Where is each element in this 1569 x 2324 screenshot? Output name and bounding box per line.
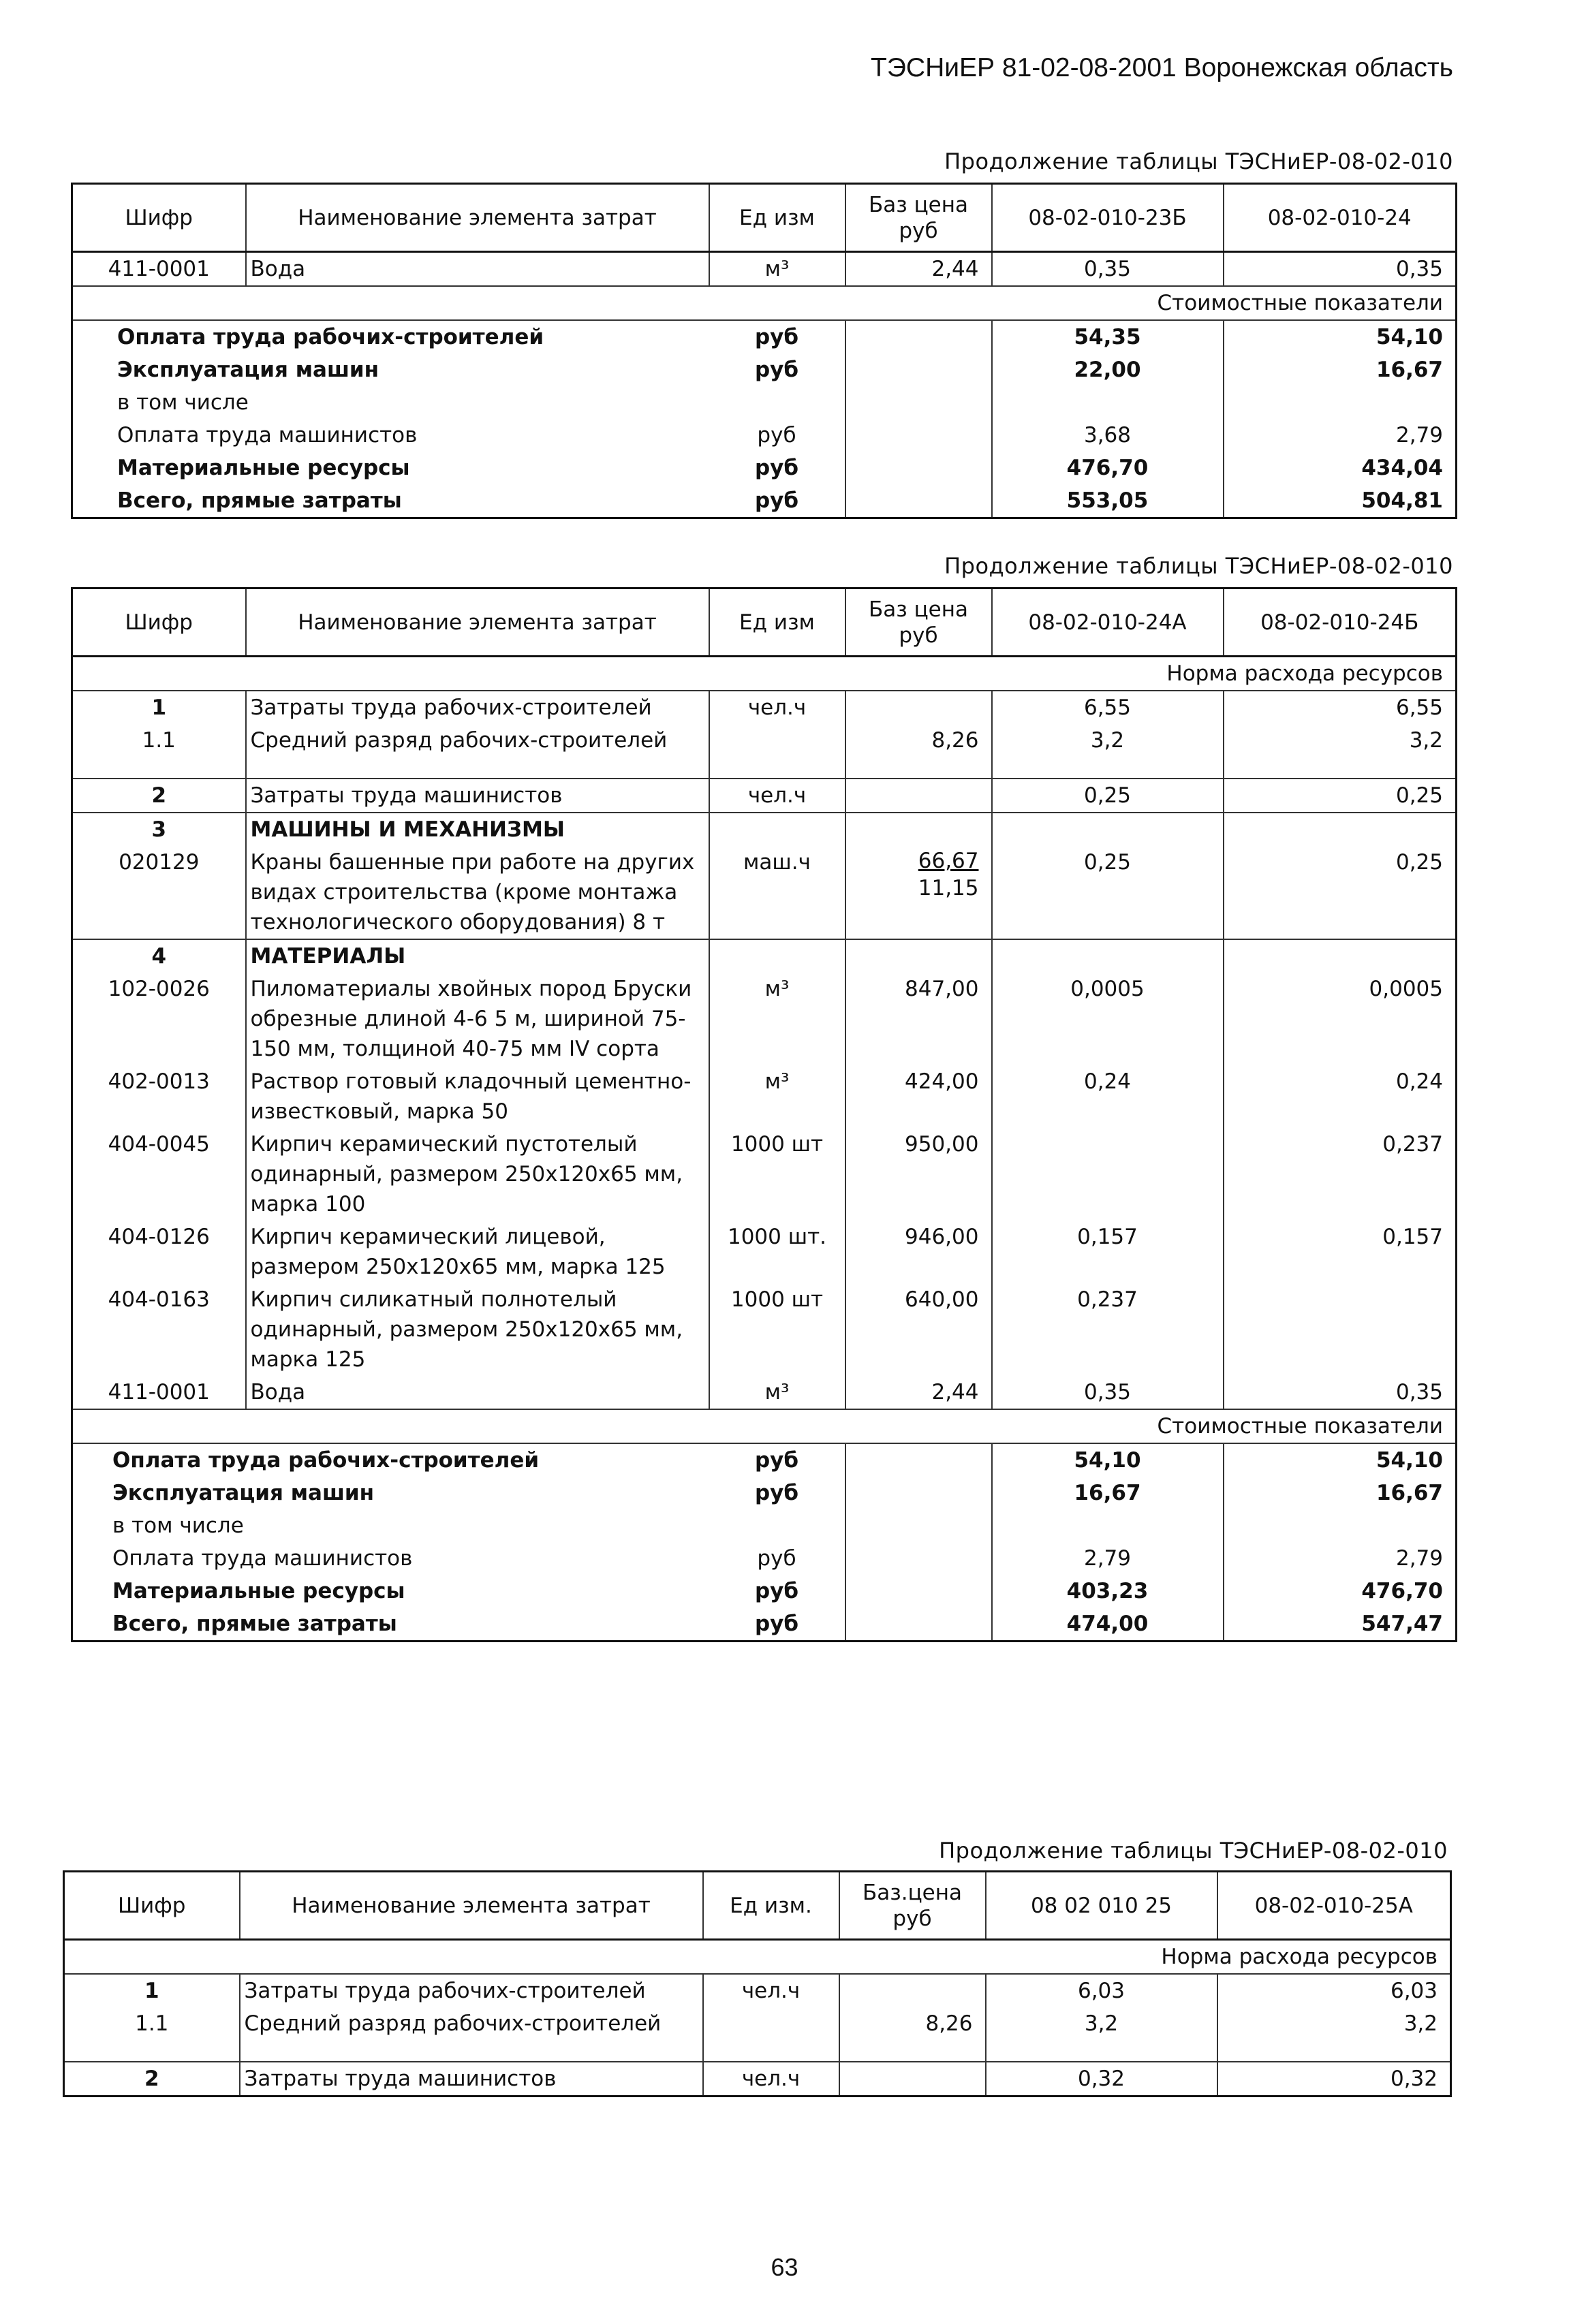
cost-row xyxy=(72,452,1457,484)
row-value: 0,35 xyxy=(992,1376,1224,1409)
table-row xyxy=(72,939,1457,973)
cost-unit: руб xyxy=(709,320,845,354)
col-unit-header: Ед изм. xyxy=(703,1872,839,1940)
cost-value: 54,35 xyxy=(992,320,1224,354)
row-value: 0,157 xyxy=(992,1221,1224,1283)
row-code: 4 xyxy=(72,939,246,973)
table2 xyxy=(71,587,1457,1642)
row-code: 1 xyxy=(72,691,246,724)
row-code: 1.1 xyxy=(64,2007,240,2062)
cost-section-header: Стоимостные показатели xyxy=(72,1409,1457,1443)
cost-row xyxy=(72,1575,1457,1607)
cost-label: Оплата труда рабочих-строителей xyxy=(117,325,544,349)
cost-label: в том числе xyxy=(112,1513,244,1538)
row-name: Кирпич силикатный полнотелый одинарный, размером 250х120х65 мм, марка 125 xyxy=(246,1283,709,1376)
row-value: 0,35 xyxy=(992,252,1224,287)
table-row xyxy=(64,2007,1451,2062)
cost-value: 2,79 xyxy=(1395,1546,1443,1571)
row-value xyxy=(992,1128,1224,1221)
cost-label: Эксплуатация машин xyxy=(117,358,379,382)
row-name: Затраты труда рабочих-строителей xyxy=(246,691,709,724)
cost-row xyxy=(72,419,1457,452)
row-code: 1.1 xyxy=(72,724,246,779)
table-row xyxy=(64,1974,1451,2007)
row-unit xyxy=(709,724,845,779)
cost-value: 434,04 xyxy=(1361,456,1443,480)
cost-label: Всего, прямые затраты xyxy=(112,1612,397,1636)
document-header: ТЭСНиЕР 81-02-08-2001 Воронежская область xyxy=(871,53,1453,82)
cost-value: 474,00 xyxy=(992,1607,1224,1642)
table3-caption: Продолжение таблицы ТЭСНиЕР-08-02-010 xyxy=(939,1838,1448,1864)
row-name: Средний разряд рабочих-строителей xyxy=(246,724,709,779)
row-unit: 1000 шт. xyxy=(709,1221,845,1283)
row-code: 2 xyxy=(64,2062,240,2097)
cost-label: Оплата труда машинистов xyxy=(117,423,418,447)
row-unit: 1000 шт xyxy=(709,1128,845,1221)
cost-label: Материальные ресурсы xyxy=(117,456,410,480)
table-row xyxy=(72,1065,1457,1128)
norm-section-header: Норма расхода ресурсов xyxy=(64,1940,1451,1975)
row-value: 0,237 xyxy=(992,1283,1224,1376)
cost-value: 476,70 xyxy=(992,452,1224,484)
row-code: 1 xyxy=(64,1974,240,2007)
row-name: Кирпич керамический лицевой, размером 250х120х65 мм, марка 125 xyxy=(246,1221,709,1283)
cost-label: Оплата труда машинистов xyxy=(112,1546,413,1571)
table-row xyxy=(72,973,1457,1065)
row-value: 6,03 xyxy=(1390,1979,1438,2003)
row-price xyxy=(839,1974,986,2007)
cost-value: 2,79 xyxy=(1395,423,1443,447)
cost-label: в том числе xyxy=(117,390,249,415)
row-value: 0,35 xyxy=(1224,1376,1457,1409)
row-code: 404-0045 xyxy=(72,1128,246,1221)
table1-caption: Продолжение таблицы ТЭСНиЕР-08-02-010 xyxy=(944,148,1453,174)
table1 xyxy=(71,183,1457,519)
row-name: Краны башенные при работе на других видах строительства (кроме монтажа технологического оборудования) 8 т xyxy=(246,846,709,939)
row-unit: чел.ч xyxy=(709,691,845,724)
row-code: 404-0126 xyxy=(72,1221,246,1283)
cost-value: 54,10 xyxy=(1376,1448,1443,1473)
row-value: 0,32 xyxy=(1390,2067,1438,2091)
row-price: 847,00 xyxy=(845,973,992,1065)
cost-row xyxy=(72,1443,1457,1477)
cost-unit: руб xyxy=(709,1443,845,1477)
row-value: 0,35 xyxy=(1224,252,1457,287)
cost-row xyxy=(72,1542,1457,1575)
row-value: 0,32 xyxy=(986,2062,1217,2097)
row-code: 404-0163 xyxy=(72,1283,246,1376)
cost-row xyxy=(72,1607,1457,1642)
table-row xyxy=(72,846,1457,939)
cost-value: 3,68 xyxy=(992,419,1224,452)
row-name: Затраты труда машинистов xyxy=(246,779,709,813)
table2-caption: Продолжение таблицы ТЭСНиЕР-08-02-010 xyxy=(944,553,1453,579)
row-name: Вода xyxy=(246,1376,709,1409)
cost-unit: руб xyxy=(709,1542,845,1575)
cost-value: 16,67 xyxy=(1376,1481,1443,1505)
cost-label: Всего, прямые затраты xyxy=(117,488,402,513)
row-name: Затраты труда рабочих-строителей xyxy=(240,1974,703,2007)
col-code-header: Шифр xyxy=(72,588,246,657)
row-value: 0,0005 xyxy=(1369,977,1443,1001)
row-unit: чел.ч xyxy=(703,1974,839,2007)
col-rate-header: 08-02-010-24А xyxy=(992,588,1224,657)
table-row xyxy=(72,1376,1457,1409)
col-code-header: Шифр xyxy=(64,1872,240,1940)
cost-value: 476,70 xyxy=(1361,1579,1443,1603)
cost-value: 504,81 xyxy=(1361,488,1443,513)
col-price-header: Баз.цена руб xyxy=(839,1872,986,1940)
table-row xyxy=(72,813,1457,846)
cost-unit: руб xyxy=(709,452,845,484)
row-price xyxy=(845,691,992,724)
row-code: 402-0013 xyxy=(72,1065,246,1128)
row-price-denominator: 11,15 xyxy=(918,876,979,900)
cost-unit: руб xyxy=(709,1607,845,1642)
table-row xyxy=(72,252,1457,287)
row-price xyxy=(845,779,992,813)
cost-value: 403,23 xyxy=(992,1575,1224,1607)
row-price-numerator: 66,67 xyxy=(918,849,979,873)
page-number: 63 xyxy=(771,2253,798,2281)
row-price: 2,44 xyxy=(845,252,992,287)
row-price: 946,00 xyxy=(845,1221,992,1283)
row-unit: 1000 шт xyxy=(709,1283,845,1376)
table3 xyxy=(63,1870,1452,2097)
row-value: 3,2 xyxy=(986,2007,1217,2062)
table-row xyxy=(72,1283,1457,1376)
section-title: МАШИНЫ И МЕХАНИЗМЫ xyxy=(246,813,709,846)
col-price-header: Баз цена руб xyxy=(845,588,992,657)
cost-value: 547,47 xyxy=(1361,1612,1443,1636)
col-name-header: Наименование элемента затрат xyxy=(240,1872,703,1940)
cost-unit: руб xyxy=(709,1477,845,1509)
row-price: 640,00 xyxy=(845,1283,992,1376)
cost-value: 553,05 xyxy=(992,484,1224,518)
cost-row xyxy=(72,1477,1457,1509)
table-row xyxy=(64,2062,1451,2097)
cost-unit: руб xyxy=(709,484,845,518)
row-value: 6,03 xyxy=(986,1974,1217,2007)
col-rate-header: 08 02 010 25 xyxy=(986,1872,1217,1940)
row-name: Кирпич керамический пустотелый одинарный, размером 250х120х65 мм, марка 100 xyxy=(246,1128,709,1221)
row-code: 020129 xyxy=(72,846,246,939)
row-value: 3,2 xyxy=(1217,2007,1451,2062)
row-name: Вода xyxy=(246,252,709,287)
row-price: 424,00 xyxy=(845,1065,992,1128)
cost-value: 16,67 xyxy=(1376,358,1443,382)
table-row xyxy=(72,1221,1457,1283)
cost-row xyxy=(72,354,1457,386)
row-value: 0,24 xyxy=(992,1065,1224,1128)
row-code: 3 xyxy=(72,813,246,846)
row-unit xyxy=(703,2007,839,2062)
row-unit: чел.ч xyxy=(709,779,845,813)
col-name-header: Наименование элемента затрат xyxy=(246,184,709,252)
col-unit-header: Ед изм xyxy=(709,588,845,657)
row-unit: м³ xyxy=(709,973,845,1065)
row-code: 411-0001 xyxy=(72,1376,246,1409)
norm-section-header: Норма расхода ресурсов xyxy=(72,657,1457,691)
row-price xyxy=(839,2062,986,2097)
row-unit: м³ xyxy=(709,1376,845,1409)
col-rate-header: 08-02-010-23Б xyxy=(992,184,1224,252)
cost-row xyxy=(72,386,1457,419)
row-price: 2,44 xyxy=(845,1376,992,1409)
row-code: 2 xyxy=(72,779,246,813)
row-name: Средний разряд рабочих-строителей xyxy=(240,2007,703,2062)
row-value xyxy=(1224,1283,1457,1376)
cost-label: Материальные ресурсы xyxy=(112,1579,405,1603)
row-name: Пиломатериалы хвойных пород Бруски обрезные длиной 4-6 5 м, шириной 75-150 мм, толщиной 40-75 мм IV сорта xyxy=(246,973,709,1065)
table-row xyxy=(72,691,1457,724)
row-price: 8,26 xyxy=(839,2007,986,2062)
section-title: МАТЕРИАЛЫ xyxy=(246,939,709,973)
cost-unit: руб xyxy=(709,354,845,386)
row-name: Затраты труда машинистов xyxy=(240,2062,703,2097)
cost-row xyxy=(72,1509,1457,1542)
cost-value: 22,00 xyxy=(992,354,1224,386)
row-value: 0,157 xyxy=(1382,1225,1443,1249)
col-code-header: Шифр xyxy=(72,184,246,252)
table-row xyxy=(72,779,1457,813)
row-unit: чел.ч xyxy=(703,2062,839,2097)
cost-value: 2,79 xyxy=(992,1542,1224,1575)
row-value: 0,25 xyxy=(1224,846,1457,939)
row-value: 6,55 xyxy=(1395,695,1443,720)
row-value: 0,25 xyxy=(1224,779,1457,813)
row-unit: маш.ч xyxy=(709,846,845,939)
row-name: Раствор готовый кладочный цементно-известковый, марка 50 xyxy=(246,1065,709,1128)
cost-value: 16,67 xyxy=(992,1477,1224,1509)
row-code: 102-0026 xyxy=(72,973,246,1065)
col-rate-header: 08-02-010-24Б xyxy=(1224,588,1457,657)
col-rate-header: 08-02-010-25А xyxy=(1217,1872,1451,1940)
table-row xyxy=(72,1128,1457,1221)
table-row xyxy=(72,724,1457,779)
row-value: 0,25 xyxy=(992,779,1224,813)
row-value: 0,237 xyxy=(1382,1132,1443,1157)
col-unit-header: Ед изм xyxy=(709,184,845,252)
row-value: 0,24 xyxy=(1395,1069,1443,1094)
row-value: 3,2 xyxy=(992,724,1224,779)
cost-row xyxy=(72,320,1457,354)
cost-unit: руб xyxy=(709,1575,845,1607)
cost-value: 54,10 xyxy=(1376,325,1443,349)
row-value: 0,0005 xyxy=(992,973,1224,1065)
col-price-header: Баз цена руб xyxy=(845,184,992,252)
row-value: 0,25 xyxy=(992,846,1224,939)
cost-label: Эксплуатация машин xyxy=(112,1481,375,1505)
cost-value: 54,10 xyxy=(992,1443,1224,1477)
row-unit: м³ xyxy=(709,252,845,287)
row-value: 3,2 xyxy=(1224,724,1457,779)
cost-row xyxy=(72,484,1457,518)
row-price: 950,00 xyxy=(845,1128,992,1221)
row-value: 6,55 xyxy=(992,691,1224,724)
row-code: 411-0001 xyxy=(72,252,246,287)
col-rate-header: 08-02-010-24 xyxy=(1224,184,1457,252)
row-unit: м³ xyxy=(709,1065,845,1128)
cost-section-header: Стоимостные показатели xyxy=(72,286,1457,320)
row-price xyxy=(845,846,992,939)
cost-unit: руб xyxy=(709,419,845,452)
col-name-header: Наименование элемента затрат xyxy=(246,588,709,657)
row-price: 8,26 xyxy=(845,724,992,779)
cost-label: Оплата труда рабочих-строителей xyxy=(112,1448,540,1473)
